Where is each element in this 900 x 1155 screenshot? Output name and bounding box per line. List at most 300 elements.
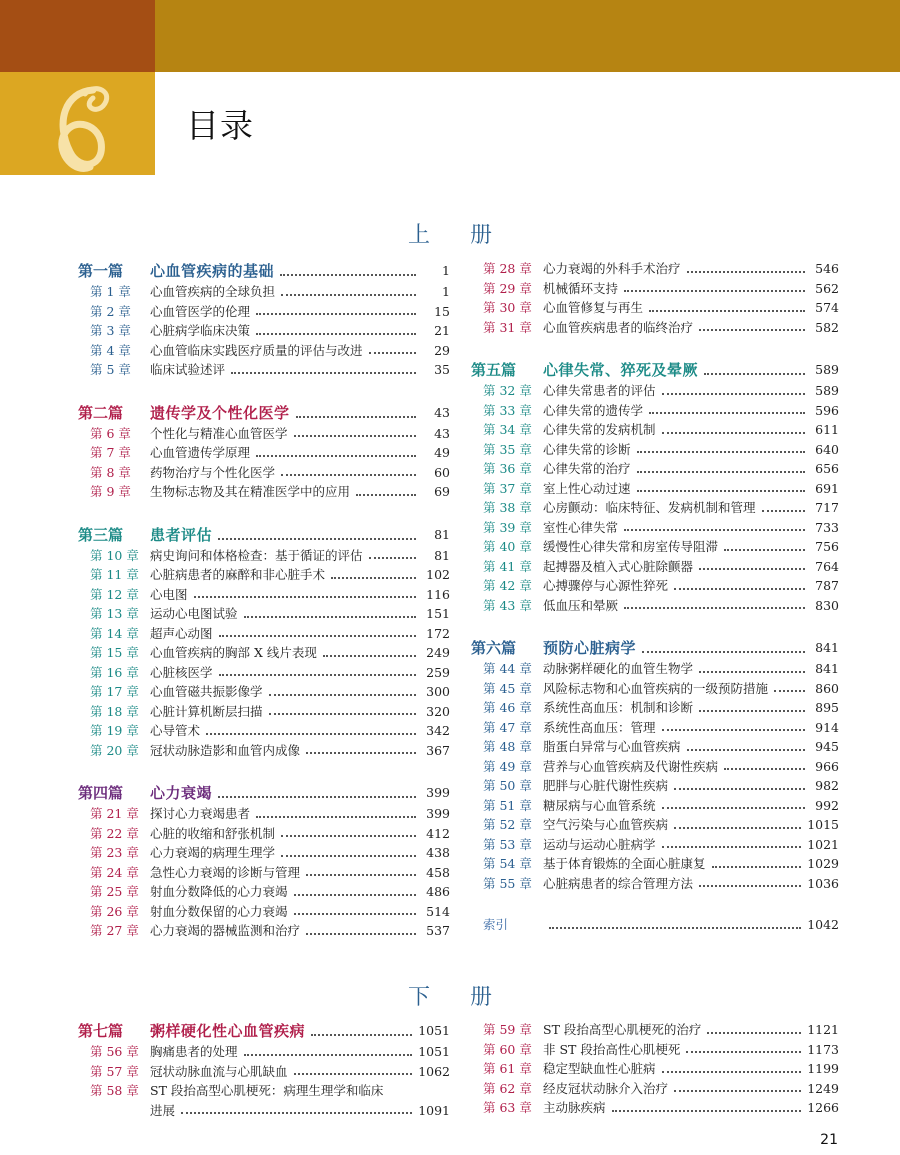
page-ref: 486 (426, 884, 450, 899)
chapter-title: 生物标志物及其在精准医学中的应用 (150, 484, 351, 499)
page-ref: 860 (815, 680, 839, 696)
toc-part-heading[interactable] (471, 637, 839, 659)
chapter-number: 第 3 章 (90, 323, 131, 338)
dot-leader (662, 729, 805, 731)
dot-leader (231, 372, 416, 374)
ornament-logo-icon (35, 82, 125, 182)
toc-chapter-entry[interactable] (471, 1079, 839, 1099)
page-ref: 992 (815, 797, 839, 813)
toc-part-heading[interactable] (78, 524, 450, 546)
toc-chapter-entry[interactable] (78, 902, 450, 922)
dot-leader (762, 510, 805, 512)
chapter-title: 糖尿病与心血管系统 (543, 797, 656, 813)
dot-leader (637, 490, 805, 492)
chapter-title: 起搏器及植入式心脏除颤器 (543, 558, 694, 574)
chapter-title: ST 段抬高型心肌梗死：病理生理学和临床 (150, 1083, 384, 1098)
dot-leader (624, 529, 805, 531)
section-gap (78, 760, 450, 782)
chapter-number: 第 17 章 (90, 684, 139, 699)
toc-chapter-entry[interactable] (78, 482, 450, 502)
dot-leader (331, 577, 416, 579)
section-gap (471, 893, 839, 915)
dot-leader (674, 827, 801, 829)
toc-chapter-entry[interactable] (78, 882, 450, 902)
dot-leader (649, 412, 805, 414)
page-ref: 691 (815, 480, 839, 496)
chapter-title: 稳定型缺血性心脏病 (543, 1061, 656, 1076)
chapter-title: 机械循环支持 (543, 280, 619, 296)
page-ref: 367 (426, 742, 450, 758)
chapter-number: 第 24 章 (90, 864, 139, 880)
page-ref: 596 (815, 402, 839, 418)
page-ref: 1091 (418, 1102, 450, 1118)
page-ref: 841 (815, 640, 839, 655)
toc-chapter-entry[interactable] (78, 804, 450, 824)
part-number: 第一篇 (78, 262, 124, 280)
dot-leader (306, 752, 416, 754)
dot-leader (699, 329, 805, 331)
page-ref: 320 (426, 703, 450, 719)
dot-leader (281, 855, 416, 857)
chapter-number: 第 28 章 (483, 261, 532, 276)
dot-leader (662, 393, 805, 395)
toc-chapter-entry[interactable] (471, 1020, 839, 1040)
chapter-title: 射血分数保留的心力衰竭 (150, 903, 288, 919)
toc-chapter-entry[interactable] (78, 1081, 450, 1101)
chapter-title: 心电图 (150, 586, 188, 602)
page-ref: 582 (815, 319, 839, 335)
toc-chapter-entry[interactable] (78, 741, 450, 761)
dot-leader (306, 874, 416, 876)
page-ref: 1173 (807, 1041, 839, 1057)
page-ref: 1249 (807, 1080, 839, 1096)
toc-chapter-entry-continued[interactable] (78, 1101, 450, 1121)
dot-leader (369, 557, 416, 559)
toc-chapter-entry[interactable] (78, 663, 450, 683)
toc-chapter-entry[interactable] (78, 424, 450, 444)
dot-leader (306, 933, 416, 935)
page-ref: 300 (426, 684, 450, 699)
chapter-number: 第 56 章 (90, 1044, 139, 1059)
dot-leader (369, 352, 416, 354)
page-ref: 1 (442, 263, 450, 278)
toc-chapter-entry[interactable] (471, 737, 839, 757)
chapter-title: 心律失常的治疗 (543, 461, 631, 476)
chapter-title: 系统性高血压：机制和诊断 (543, 700, 694, 715)
part-title: 心力衰竭 (150, 784, 213, 802)
dot-leader (294, 894, 416, 896)
page-ref: 43 (434, 404, 450, 420)
header-band-accent (0, 0, 155, 72)
chapter-number: 第 7 章 (90, 445, 131, 460)
chapter-title: 心血管磁共振影像学 (150, 684, 263, 699)
toc-chapter-entry[interactable] (78, 302, 450, 322)
dot-leader (311, 1034, 412, 1036)
part-number: 第二篇 (78, 403, 124, 422)
toc-part-heading[interactable] (471, 359, 839, 381)
toc-chapter-entry[interactable] (471, 835, 839, 855)
dot-leader (662, 846, 802, 848)
toc-chapter-entry[interactable] (471, 279, 839, 299)
dot-leader (256, 816, 416, 818)
part-title: 预防心脏病学 (543, 639, 637, 657)
page-ref: 116 (426, 586, 450, 602)
chapter-number: 第 19 章 (90, 723, 139, 738)
chapter-number: 第 26 章 (90, 903, 139, 919)
toc-chapter-entry[interactable] (471, 440, 839, 460)
toc-chapter-entry[interactable] (471, 1098, 839, 1118)
dot-leader (244, 616, 416, 618)
toc-upper-left (78, 260, 450, 941)
dot-leader (256, 333, 416, 335)
page-ref: 914 (815, 719, 839, 735)
chapter-number: 第 53 章 (483, 836, 532, 852)
toc-chapter-entry[interactable] (471, 459, 839, 479)
toc-chapter-entry[interactable] (471, 698, 839, 718)
toc-chapter-entry[interactable] (471, 659, 839, 679)
dot-leader (624, 607, 805, 609)
chapter-number: 第 57 章 (90, 1063, 139, 1079)
page-ref: 1199 (807, 1061, 839, 1076)
chapter-title: 心律失常的诊断 (543, 441, 631, 457)
chapter-title: 心脏核医学 (150, 664, 213, 680)
chapter-title: 风险标志物和心血管疾病的一级预防措施 (543, 680, 769, 696)
chapter-title: 病史询问和体格检查：基于循证的评估 (150, 547, 363, 563)
page-ref: 640 (815, 441, 839, 457)
volume-heading-upper: 上册 (407, 223, 532, 248)
dot-leader (219, 635, 416, 637)
part-number: 第三篇 (78, 525, 124, 544)
chapter-title: 系统性高血压：管理 (543, 719, 656, 735)
page-title: 目录 (186, 106, 254, 145)
toc-chapter-entry[interactable] (471, 1040, 839, 1060)
chapter-number: 第 15 章 (90, 645, 139, 660)
dot-leader (281, 835, 416, 837)
chapter-number: 第 62 章 (483, 1080, 532, 1096)
chapter-number: 第 32 章 (483, 383, 532, 398)
dot-leader (549, 927, 801, 929)
chapter-number: 第 4 章 (90, 342, 131, 358)
toc-part-heading[interactable] (78, 260, 450, 282)
dot-leader (674, 1090, 801, 1092)
dot-leader (218, 796, 416, 798)
toc-chapter-entry[interactable] (78, 721, 450, 741)
toc-chapter-entry[interactable] (78, 643, 450, 663)
toc-chapter-entry[interactable] (78, 863, 450, 883)
page-ref: 1051 (418, 1023, 450, 1038)
toc-chapter-entry[interactable] (471, 318, 839, 338)
chapter-title: 急性心力衰竭的诊断与管理 (150, 864, 301, 880)
page-ref: 1121 (807, 1022, 839, 1037)
toc-chapter-entry[interactable] (78, 341, 450, 361)
page-ref: 1036 (807, 875, 839, 891)
page-number: 21 (820, 1132, 838, 1148)
chapter-number: 第 11 章 (90, 567, 139, 582)
chapter-number: 第 37 章 (483, 480, 532, 496)
toc-chapter-entry[interactable] (471, 815, 839, 835)
section-gap (471, 615, 839, 637)
dot-leader (662, 432, 805, 434)
chapter-number: 第 44 章 (483, 661, 532, 676)
chapter-title: 心房颤动：临床特征、发病机制和管理 (543, 500, 756, 515)
chapter-title: 经皮冠状动脉介入治疗 (543, 1080, 669, 1096)
page-ref: 1015 (807, 817, 839, 832)
chapter-number: 第 41 章 (483, 558, 532, 574)
page-ref: 589 (815, 383, 839, 398)
page-ref: 60 (434, 464, 450, 480)
page-ref: 787 (815, 578, 839, 593)
chapter-title: 胸痛患者的处理 (150, 1044, 238, 1059)
chapter-number: 第 27 章 (90, 923, 139, 938)
chapter-number: 第 21 章 (90, 806, 139, 821)
toc-chapter-entry[interactable] (471, 874, 839, 894)
page-ref: 830 (815, 597, 839, 613)
chapter-title: 空气污染与心血管疾病 (543, 817, 669, 832)
toc-chapter-entry[interactable] (78, 843, 450, 863)
toc-chapter-entry[interactable] (471, 381, 839, 401)
toc-chapter-entry[interactable] (471, 757, 839, 777)
chapter-number: 第 30 章 (483, 300, 532, 315)
part-title: 遗传学及个性化医学 (150, 403, 290, 422)
chapter-number: 第 25 章 (90, 884, 139, 899)
toc-chapter-entry[interactable] (78, 282, 450, 302)
chapter-title: 心血管修复与再生 (543, 300, 644, 315)
dot-leader (294, 435, 416, 437)
chapter-number: 第 2 章 (90, 303, 131, 319)
page-ref: 546 (815, 261, 839, 276)
page-ref: 412 (426, 825, 450, 841)
chapter-title: 个性化与精准心血管医学 (150, 425, 288, 441)
chapter-title: 心力衰竭的器械监测和治疗 (150, 923, 301, 938)
toc-chapter-entry[interactable] (471, 401, 839, 421)
page-ref: 1266 (807, 1100, 839, 1115)
chapter-number: 第 5 章 (90, 362, 131, 377)
chapter-number: 索引 (483, 917, 509, 932)
toc-chapter-entry[interactable] (78, 824, 450, 844)
dot-leader (181, 1112, 412, 1114)
toc-chapter-entry[interactable] (78, 321, 450, 341)
chapter-number: 第 55 章 (483, 875, 532, 891)
chapter-title: 药物治疗与个性化医学 (150, 464, 276, 480)
chapter-title: 心血管疾病的全球负担 (150, 284, 276, 299)
dot-leader (724, 549, 805, 551)
toc-chapter-entry[interactable] (78, 565, 450, 585)
toc-chapter-entry[interactable] (78, 360, 450, 380)
dot-leader (612, 1110, 802, 1112)
chapter-title: 基于体育锻炼的全面心脏康复 (543, 856, 706, 871)
page-ref: 514 (426, 903, 450, 919)
page-ref: 249 (426, 645, 450, 660)
part-number: 第七篇 (78, 1022, 124, 1040)
page-ref: 982 (815, 778, 839, 793)
toc-chapter-entry[interactable] (471, 576, 839, 596)
chapter-number: 第 29 章 (483, 280, 532, 296)
dot-leader (662, 1071, 802, 1073)
page-ref: 733 (815, 519, 839, 535)
chapter-title: 探讨心力衰竭患者 (150, 806, 251, 821)
chapter-number: 第 22 章 (90, 825, 139, 841)
page-ref: 102 (426, 567, 450, 582)
toc-chapter-entry[interactable] (78, 546, 450, 566)
dot-leader (256, 313, 416, 315)
dot-leader (294, 913, 416, 915)
chapter-number: 第 60 章 (483, 1041, 532, 1057)
chapter-number: 第 18 章 (90, 703, 139, 719)
chapter-title: 心搏骤停与心源性猝死 (543, 578, 669, 593)
dot-leader (699, 885, 801, 887)
page-ref: 537 (426, 923, 450, 938)
chapter-title: 心律失常患者的评估 (543, 383, 656, 398)
toc-chapter-entry[interactable] (471, 420, 839, 440)
toc-chapter-entry[interactable] (471, 557, 839, 577)
chapter-number: 第 49 章 (483, 758, 532, 774)
page-ref: 49 (434, 445, 450, 460)
page-ref: 1062 (418, 1063, 450, 1079)
chapter-title: 运动与运动心脏病学 (543, 836, 656, 852)
page-ref: 43 (434, 425, 450, 441)
chapter-number: 第 43 章 (483, 597, 532, 613)
dot-leader (281, 474, 416, 476)
chapter-number: 第 13 章 (90, 606, 139, 621)
chapter-number: 第 23 章 (90, 845, 139, 860)
dot-leader (206, 733, 416, 735)
page-ref: 458 (426, 864, 450, 880)
chapter-title: 心血管疾病患者的临终治疗 (543, 319, 694, 335)
page-ref: 29 (434, 342, 450, 358)
page-ref: 1051 (418, 1044, 450, 1059)
toc-chapter-entry[interactable] (78, 921, 450, 941)
page-ref: 399 (426, 806, 450, 821)
chapter-title-continued: 进展 (150, 1102, 176, 1118)
toc-chapter-entry[interactable] (471, 298, 839, 318)
toc-chapter-entry[interactable] (471, 796, 839, 816)
toc-chapter-entry[interactable] (471, 479, 839, 499)
chapter-title: 室上性心动过速 (543, 480, 631, 496)
chapter-title: 心力衰竭的外科手术治疗 (543, 261, 681, 276)
chapter-title: 非 ST 段抬高性心肌梗死 (543, 1041, 681, 1057)
dot-leader (704, 373, 805, 375)
chapter-number: 第 6 章 (90, 425, 131, 441)
toc-chapter-entry[interactable] (471, 1059, 839, 1079)
dot-leader (294, 1073, 413, 1075)
toc-part-heading[interactable] (78, 782, 450, 804)
part-number: 第六篇 (471, 639, 517, 657)
chapter-title: 心脏病患者的麻醉和非心脏手术 (150, 567, 326, 582)
dot-leader (219, 674, 416, 676)
part-title: 患者评估 (150, 525, 213, 544)
dot-leader (774, 690, 805, 692)
toc-chapter-entry[interactable] (78, 1042, 450, 1062)
dot-leader (356, 494, 416, 496)
chapter-number: 第 42 章 (483, 578, 532, 593)
dot-leader (194, 596, 416, 598)
page-ref: 21 (434, 323, 450, 338)
chapter-title: 心律失常的遗传学 (543, 402, 644, 418)
toc-chapter-entry[interactable] (471, 596, 839, 616)
toc-chapter-entry[interactable] (78, 682, 450, 702)
dot-leader (674, 788, 805, 790)
toc-chapter-entry[interactable] (471, 259, 839, 279)
chapter-number: 第 9 章 (90, 484, 131, 499)
toc-chapter-entry[interactable] (78, 443, 450, 463)
chapter-title: ST 段抬高型心肌梗死的治疗 (543, 1022, 702, 1037)
toc-chapter-entry[interactable] (471, 718, 839, 738)
toc-chapter-entry[interactable] (471, 915, 839, 935)
page-ref: 895 (815, 700, 839, 715)
toc-chapter-entry[interactable] (471, 776, 839, 796)
page-ref: 1029 (807, 856, 839, 871)
chapter-title: 心脏病患者的综合管理方法 (543, 875, 694, 891)
toc-chapter-entry[interactable] (471, 498, 839, 518)
chapter-number: 第 20 章 (90, 742, 139, 758)
chapter-number: 第 34 章 (483, 422, 532, 437)
dot-leader (218, 538, 416, 540)
page-ref: 81 (434, 547, 450, 563)
page-ref: 1 (442, 284, 450, 299)
chapter-number: 第 63 章 (483, 1100, 532, 1115)
page-ref: 945 (815, 739, 839, 754)
chapter-title: 低血压和晕厥 (543, 597, 619, 613)
dot-leader (642, 651, 805, 653)
chapter-number: 第 45 章 (483, 680, 532, 696)
chapter-number: 第 1 章 (90, 284, 131, 299)
page-ref: 151 (426, 606, 450, 621)
toc-chapter-entry[interactable] (78, 463, 450, 483)
toc-chapter-entry[interactable] (471, 537, 839, 557)
toc-chapter-entry[interactable] (471, 679, 839, 699)
dot-leader (686, 1051, 801, 1053)
chapter-number: 第 40 章 (483, 539, 532, 554)
toc-chapter-entry[interactable] (78, 624, 450, 644)
dot-leader (256, 455, 416, 457)
toc-chapter-entry[interactable] (78, 604, 450, 624)
chapter-number: 第 51 章 (483, 797, 532, 813)
chapter-title: 心脏计算机断层扫描 (150, 703, 263, 719)
dot-leader (662, 807, 805, 809)
page-ref: 1042 (807, 917, 839, 932)
dot-leader (269, 694, 416, 696)
toc-part-heading[interactable] (78, 1020, 450, 1042)
toc-chapter-entry[interactable] (471, 854, 839, 874)
toc-chapter-entry[interactable] (78, 702, 450, 722)
page-ref: 841 (815, 661, 839, 676)
toc-chapter-entry[interactable] (471, 518, 839, 538)
dot-leader (244, 1054, 413, 1056)
dot-leader (687, 271, 805, 273)
dot-leader (323, 655, 416, 657)
page-ref: 259 (426, 664, 450, 680)
toc-lower-left (78, 1020, 450, 1120)
dot-leader (280, 274, 416, 276)
chapter-number: 第 36 章 (483, 461, 532, 476)
part-title: 粥样硬化性心血管疾病 (150, 1022, 306, 1040)
dot-leader (712, 866, 802, 868)
toc-chapter-entry[interactable] (78, 585, 450, 605)
page-ref: 172 (426, 625, 450, 641)
chapter-title: 主动脉疾病 (543, 1100, 606, 1115)
chapter-title: 心血管疾病的胸部 X 线片表现 (150, 645, 317, 660)
chapter-number: 第 16 章 (90, 664, 139, 680)
page-ref: 611 (815, 422, 839, 437)
chapter-title: 营养与心血管疾病及代谢性疾病 (543, 758, 719, 774)
dot-leader (649, 310, 805, 312)
toc-part-heading[interactable] (78, 402, 450, 424)
toc-chapter-entry[interactable] (78, 1062, 450, 1082)
page-ref: 717 (815, 500, 839, 515)
page-ref: 562 (815, 280, 839, 296)
page-ref: 69 (434, 484, 450, 499)
chapter-title: 超声心动图 (150, 625, 213, 641)
